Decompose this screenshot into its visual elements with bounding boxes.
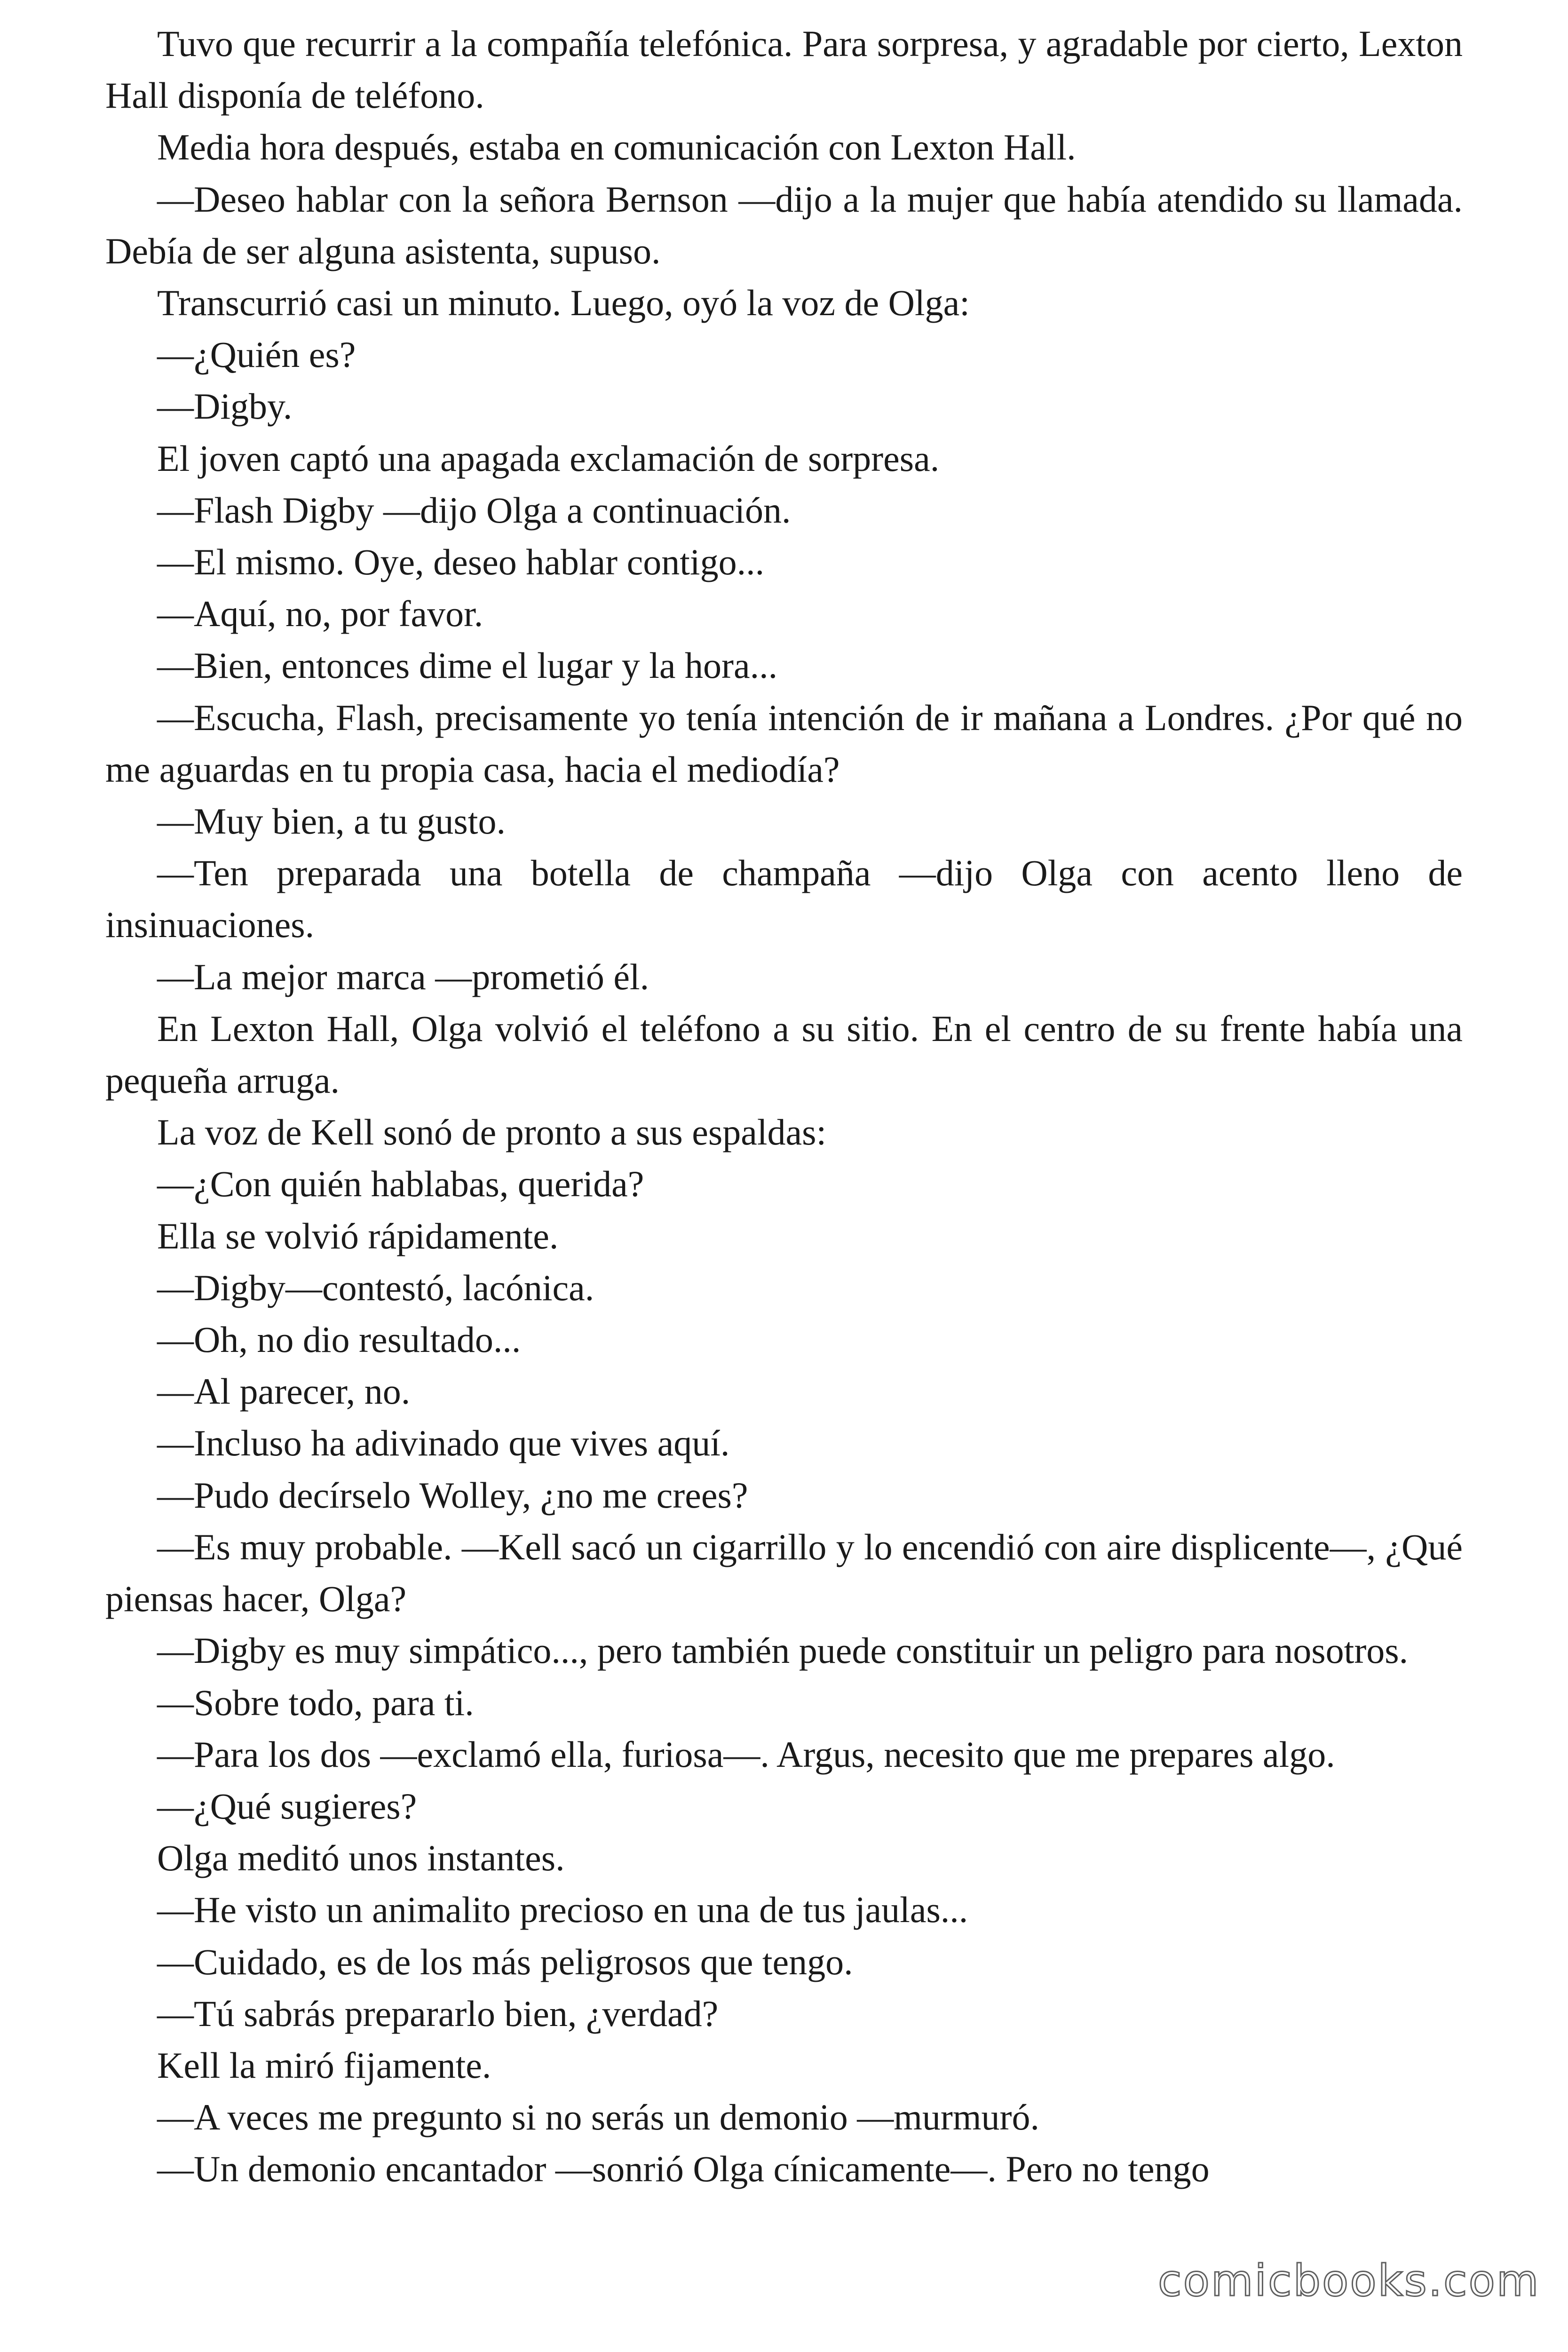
paragraph: —Digby—contestó, lacónica. [157,1267,594,1308]
paragraph: —El mismo. Oye, deseo hablar contigo... [157,541,765,583]
paragraph: Olga meditó unos instantes. [157,1837,565,1879]
paragraph: —¿Con quién hablabas, querida? [157,1163,644,1205]
paragraph: —Al parecer, no. [157,1371,411,1412]
paragraph: —Incluso ha adivinado que vives aquí. [157,1422,730,1464]
paragraph: —La mejor marca —prometió él. [157,956,649,997]
paragraph: —Digby es muy simpático..., pero también puede constituir un peligro para nosotros. [157,1630,1409,1671]
paragraph: —Muy bien, a tu gusto. [157,801,506,842]
paragraph: Ella se volvió rápidamente. [157,1215,559,1256]
paragraph: —He visto un animalito precioso en una de tus jaulas... [157,1889,968,1931]
paragraph: —Para los dos —exclamó ella, furiosa—. Argus, necesito que me prepares algo. [157,1733,1335,1775]
paragraph: Transcurrió casi un minuto. Luego, oyó la voz de Olga: [157,282,970,324]
paragraph: —Un demonio encantador —sonrió Olga cínicamente—. Pero no tengo [157,2148,1210,2190]
paragraph: El joven captó una apagada exclamación de sorpresa. [157,437,940,479]
paragraph: —Flash Digby —dijo Olga a continuación. [157,489,791,531]
paragraph: —Deseo hablar con la señora Bernson —dijo a la mujer que había atendido su llamada. Debía de ser alguna asistenta, supuso. [105,178,1463,271]
paragraph: —Bien, entonces dime el lugar y la hora... [157,645,778,686]
paragraph: —Tú sabrás prepararlo bien, ¿verdad? [157,1993,719,2034]
paragraph: —Digby. [157,386,293,427]
paragraph: —Es muy probable. —Kell sacó un cigarrillo y lo encendió con aire displicente—, ¿Qué piensas hacer, Olga? [105,1526,1463,1620]
paragraph: —Aquí, no, por favor. [157,593,483,635]
paragraph: Tuvo que recurrir a la compañía telefónica. Para sorpresa, y agradable por cierto, Lexton Hall disponía de teléfono. [105,23,1463,116]
paragraph: Media hora después, estaba en comunicación con Lexton Hall. [157,127,1076,168]
paragraph: Kell la miró fijamente. [157,2044,491,2086]
paragraph: —Ten preparada una botella de champaña —dijo Olga con acento lleno de insinuaciones. [105,852,1463,946]
paragraph: —Pudo decírselo Wolley, ¿no me crees? [157,1474,748,1516]
paragraph: La voz de Kell sonó de pronto a sus espaldas: [157,1112,827,1153]
paragraph: —A veces me pregunto si no serás un demonio —murmuró. [157,2097,1039,2138]
paragraph: En Lexton Hall, Olga volvió el teléfono a su sitio. En el centro de su frente había una pequeña arruga. [105,1008,1463,1101]
paragraph: —Sobre todo, para ti. [157,1682,474,1723]
paragraph: —¿Quién es? [157,334,356,375]
paragraph: —Oh, no dio resultado... [157,1319,521,1360]
watermark: comicbooks.com [1158,2256,1540,2306]
paragraph: —Cuidado, es de los más peligrosos que tengo. [157,1941,853,1982]
page-text [105,18,1463,2195]
paragraph: —Escucha, Flash, precisamente yo tenía intención de ir mañana a Londres. ¿Por qué no me aguardas en tu propia casa, hacia el mediodía? [105,697,1463,790]
paragraph: —¿Qué sugieres? [157,1785,417,1827]
